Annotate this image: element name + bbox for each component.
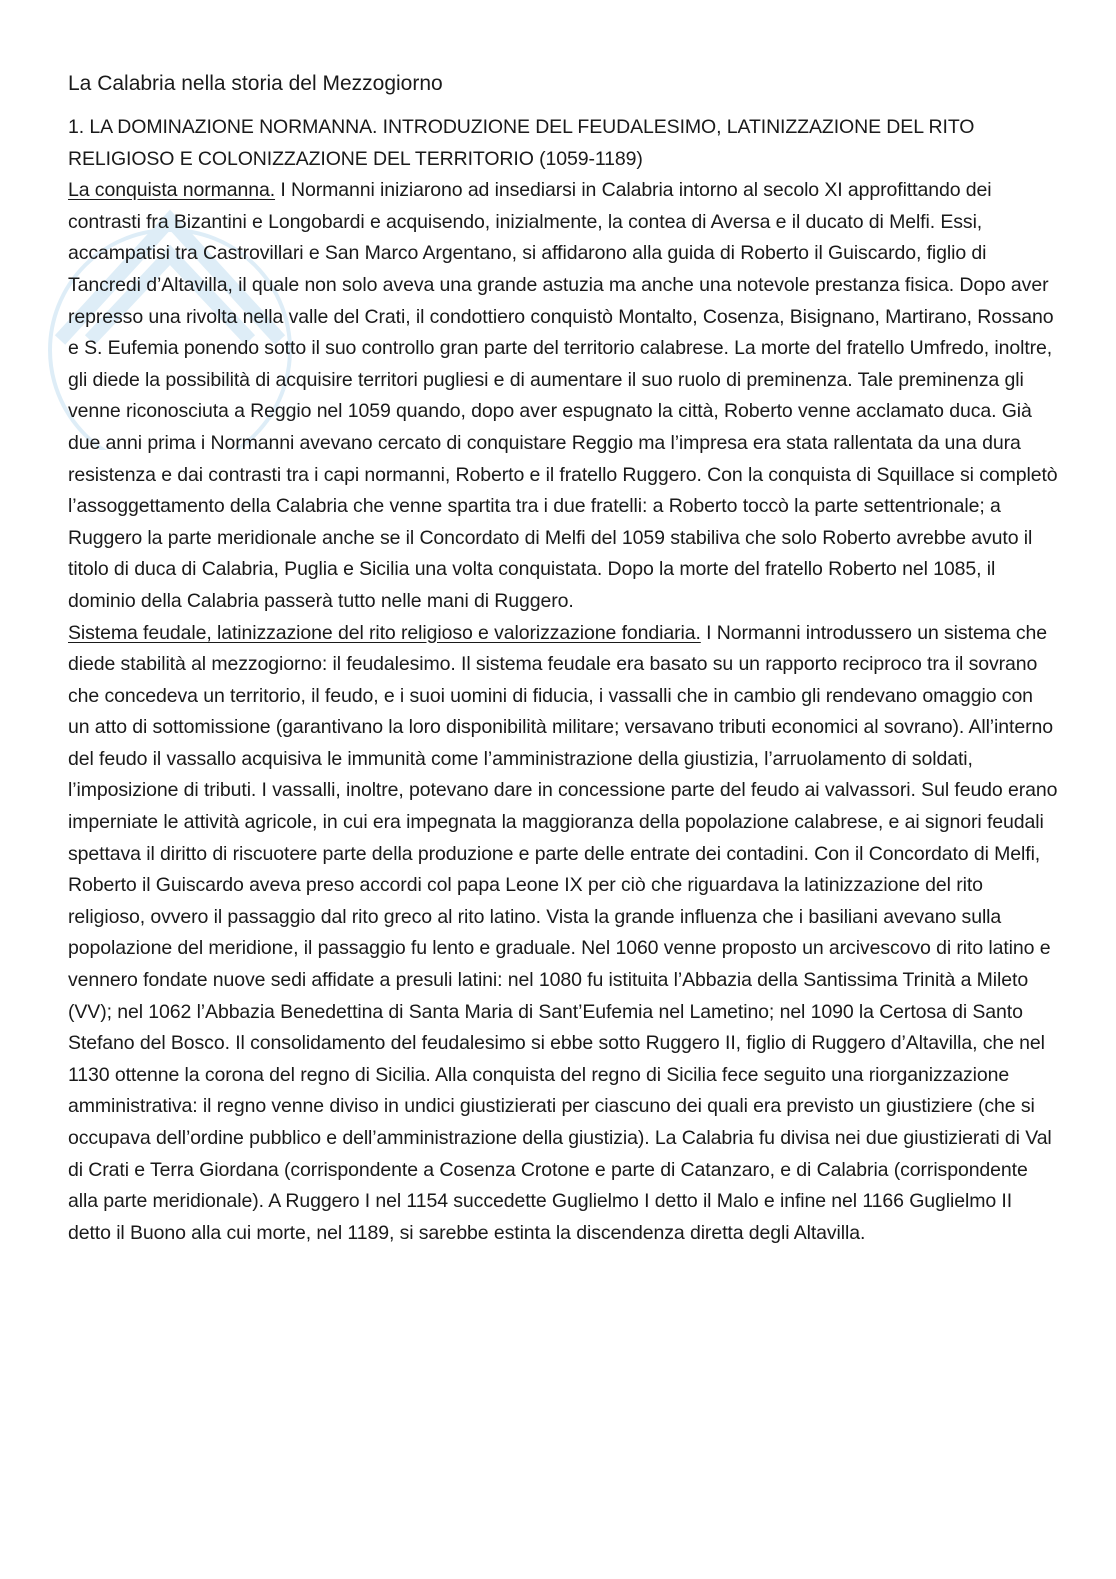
section-body: I Normanni iniziarono ad insediarsi in Calabria intorno al secolo XI approfittando dei contrasti fra Bizantini e Longobardi e acquisendo, inizialmente, la contea di Aversa e il ducato di Melfi. Essi, accampatisi tra Castrovillari e San Marco Argentano, si affidarono alla guida di Roberto il Guiscardo, figlio di Tancredi d’Altavilla, il quale non solo aveva una grande astuzia ma anche una notevole prestanza fisica. Dopo aver represso una rivolta nella valle del Crati, il condottiero conquistò Montalto, Cosenza, Bisignano, Martirano, Rossano e S. Eufemia ponendo sotto il suo controllo gran parte del territorio calabrese. La morte del fratello Umfredo, inoltre, gli diede la possibilità di acquisire territori pugliesi e di aumentare il suo ruolo di preminenza. Tale preminenza gli venne riconosciuta a Reggio nel 1059 quando, dopo aver espugnato la città, Roberto venne acclamato duca. Già due anni prima i Normanni avevano cercato di conquistare Reggio ma l’impresa era stata rallentata da una dura resistenza e dai contrasti tra i capi normanni, Roberto e il fratello Ruggero. Con la conquista di Squillace si completò l’assoggettamento della Calabria che venne spartita tra i due fratelli: a Roberto toccò la parte settentrionale; a Ruggero la parte meridionale anche se il Concordato di Melfi del 1059 stabiliva che solo Roberto avrebbe avuto il titolo di duca di Calabria, Puglia e Sicilia una volta conquistata. Dopo la morte del fratello Roberto nel 1085, il dominio della Calabria passerà tutto nelle mani di Ruggero.: [68, 179, 1058, 612]
section-conquista-normanna: [68, 175, 1058, 617]
section-heading: Sistema feudale, latinizzazione del rito religioso e valorizzazione fondiaria.: [68, 621, 701, 644]
document-page: [68, 68, 1058, 1249]
document-title: La Calabria nella storia del Mezzogiorno: [68, 72, 443, 95]
section-sistema-feudale: [68, 618, 1058, 1250]
section-body: I Normanni introdussero un sistema che diede stabilità al mezzogiorno: il feudalesimo. Il sistema feudale era basato su un rapporto reciproco tra il sovrano che concedeva un territorio, il feudo, e i suoi uomini di fiducia, i vassalli che in cambio gli rendevano omaggio con un atto di sottomissione (garantivano la loro disponibilità militare; versavano tributi economici al sovrano). All’interno del feudo il vassallo acquisiva le immunità come l’amministrazione della giustizia, l’arruolamento di soldati, l’imposizione di tributi. I vassalli, inoltre, potevano dare in concessione parte del feudo ai valvassori. Sul feudo erano imperniate le attività agricole, in cui era impegnata la maggioranza della popolazione calabrese, e ai signori feudali spettava il diritto di riscuotere parte della produzione e parte delle entrate dei contadini. Con il Concordato di Melfi, Roberto il Guiscardo aveva preso accordi col papa Leone IX per ciò che riguardava la latinizzazione del rito religioso, ovvero il passaggio dal rito greco al rito latino. Vista la grande influenza che i basiliani avevano sulla popolazione del meridione, il passaggio fu lento e graduale. Nel 1060 venne proposto un arcivescovo di rito latino e vennero fondate nuove sedi affidate a presuli latini: nel 1080 fu istituita l’Abbazia della Santissima Trinità a Mileto (VV); nel 1062 l’Abbazia Benedettina di Santa Maria di Sant’Eufemia nel Lametino; nel 1090 la Certosa di Santo Stefano del Bosco. Il consolidamento del feudalesimo si ebbe sotto Ruggero II, figlio di Ruggero d’Altavilla, che nel 1130 ottenne la corona del regno di Sicilia. Alla conquista del regno di Sicilia fece seguito una riorganizzazione amministrativa: il regno venne diviso in undici giustizierati per ciascuno dei quali era previsto un giustiziere (che si occupava dell’ordine pubblico e dell’amministrazione della giustizia). La Calabria fu divisa nei due giustizierati di Val di Crati e Terra Giordana (corrispondente a Cosenza Crotone e parte di Catanzaro, e di Calabria (corrispondente alla parte meridionale). A Ruggero I nel 1154 succedette Guglielmo I detto il Malo e infine nel 1166 Guglielmo II detto il Buono alla cui morte, nel 1189, si sarebbe estinta la discendenza diretta degli Altavilla.: [68, 621, 1058, 1244]
section-heading: La conquista normanna.: [68, 179, 276, 202]
chapter-heading: 1. LA DOMINAZIONE NORMANNA. INTRODUZIONE DEL FEUDALESIMO, LATINIZZAZIONE DEL RITO RELIGIOSO E COLONIZZAZIONE DEL TERRITORIO (1059-1189): [68, 116, 975, 170]
